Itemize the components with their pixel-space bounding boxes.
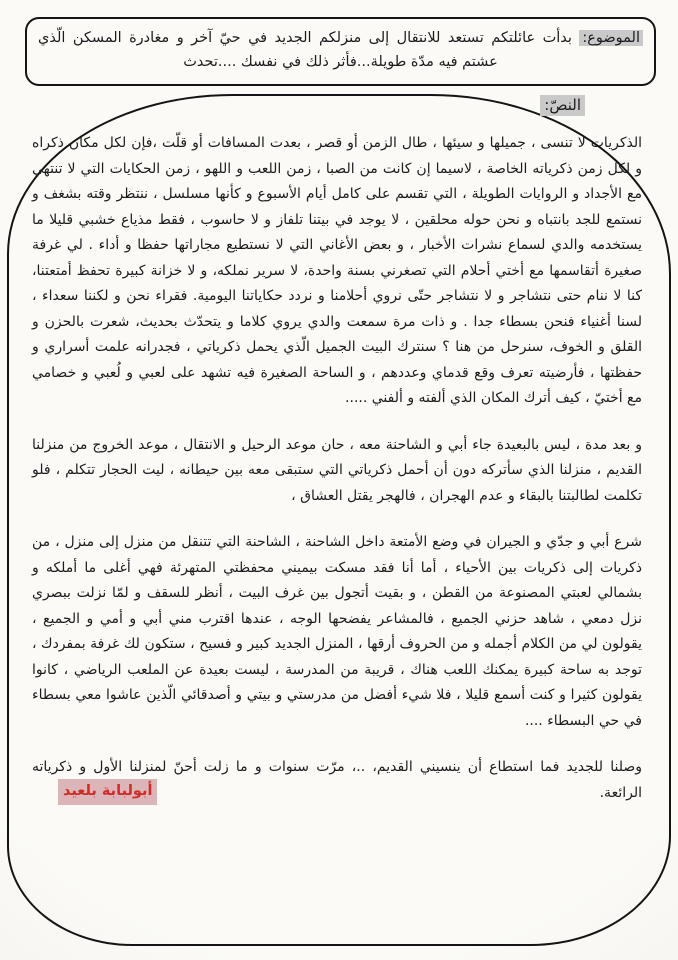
essay-heading: النصّ:	[540, 95, 585, 116]
essay-paragraph: و بعد مدة ، ليس بالبعيدة جاء أبي و الشاحنة معه ، حان موعد الرحيل و الانتقال ، موعد الخروج من منزلنا القديم ، منزلنا الذي سأتركه دون أن أحمل ذكرياتي التي ستبقى معه بين حيطانه ، ليت الحجار تتكلم ، فلو تكلمت لطالبتنا بالبقاء و عدم الهجران ، فالهجر يقتل العشاق ،	[32, 436, 642, 504]
essay-paragraph: الذكريات لا تنسى ، جميلها و سيئها ، طال الزمن أو قصر ، بعدت المسافات أو قلّت ،فإن لكل مكان ذكراه و لكل زمن ذكرياته الخاصة ، لاسيما إن كانت من الصبا ، زمن اللعب و اللهو ، زمن الحكايات التي لا تنتهي مع الأجداد و الروايات الطويلة ، التي تقسم على كامل أيام الأسبوع و كأنها مسلسل ، ننتظر وقته بشغف و نستمع للجد بانتباه و نحن حوله محلقين ، لا يوجد في بيتنا تلفاز و لا حاسوب ، فقط مذياع خشبي قليلا ما يستخدمه والدي لسماع نشرات الأخبار ، و بعض الأغاني التي لا نستطيع مجاراتها حفظا و أداء . لي غرفة صغيرة أتقاسمها مع أختي أحلام التي تصغرني بسنة واحدة، لا سرير نملكه، و لا خزانة كبيرة تحفظ أمتعتنا، كنا لا ننام حتى نتشاجر و لا نتشاجر حتّى نروي أحلامنا و نردد حكاياتنا اليومية. فقراء نحن و لكننا سعداء ، لسنا أغنياء فنحن بسطاء جدا . و ذات مرة سمعت والدي يروي كلاما و يتحدّث بحديث، شعرت بالحزن و القلق و الخوف، سنرحل من هنا ؟ سنترك البيت الجميل الّذي يحمل ذكرياتي ، فجدرانه علمت أسراري و حفظتها ، فأرضيته تعرف وقع قدماي وعددهم ، و الساحة الصغيرة فيه تشهد على لعبي و لُعبي و خصامي مع أختيّ ، كيف أترك المكان الذي ألفته و ألفني .....	[32, 135, 642, 406]
essay-paragraph: شرع أبي و جدّي و الجيران في وضع الأمتعة داخل الشاحنة ، الشاحنة التي تتنقل من منزل إلى منزل ، من ذكريات إلى ذكريات بين الأحياء ، أما أنا فقد مسكت بيميني محفظتي المتهرئة فهي أغلى ما أملكه و بشمالي لعبتي المصنوعة من القطن ، و بقيت أتجول بين غرف البيت ، أنظر للسقف و لمّا نزلت ببصري نزل دمعي ، شاهد حزني الجميع ، فالمشاعر يفضحها الوجه ، عندها اقترب مني أبي و أمي و الجميع ، يقولون لي من الكلام أجمله و من الحروف أرقها ، المنزل الجديد كبير و فسيح ، ستكون لك غرفة بمفردك ، توجد به ساحة كبيرة يمكنك اللعب هناك ، قريبة من المدرسة ، ليست بعيدة عن الملعب الرياضي ، كانوا يقولون كثيرا و كنت أسمع قليلا ، فلا شيء أفضل من مدرستي و بيتي و أصدقائي الّذين عاشوا معي بسطاء في حي البسطاء ....	[32, 534, 642, 729]
essay-closing-row	[32, 755, 642, 806]
topic-box	[25, 17, 656, 86]
topic-text: بدأت عائلتكم تستعد للانتقال إلى منزلكم الجديد في حيّ آخر و مغادرة المسكن الّذي عشتم فيه مدّة طويلة...فأثر ذلك في نفسك ....تحدث	[38, 30, 580, 70]
signature-stamp: أبولبابة بلعيد	[58, 779, 157, 806]
essay-body	[32, 131, 642, 806]
essay-paragraph: وصلنا للجديد فما استطاع أن ينسيني القديم، ..، مرّت سنوات و ما زلت أحنّ لمنزلنا الأول و ذكرياته الرائعة.	[32, 759, 642, 801]
topic-label: الموضوع:	[579, 30, 643, 46]
